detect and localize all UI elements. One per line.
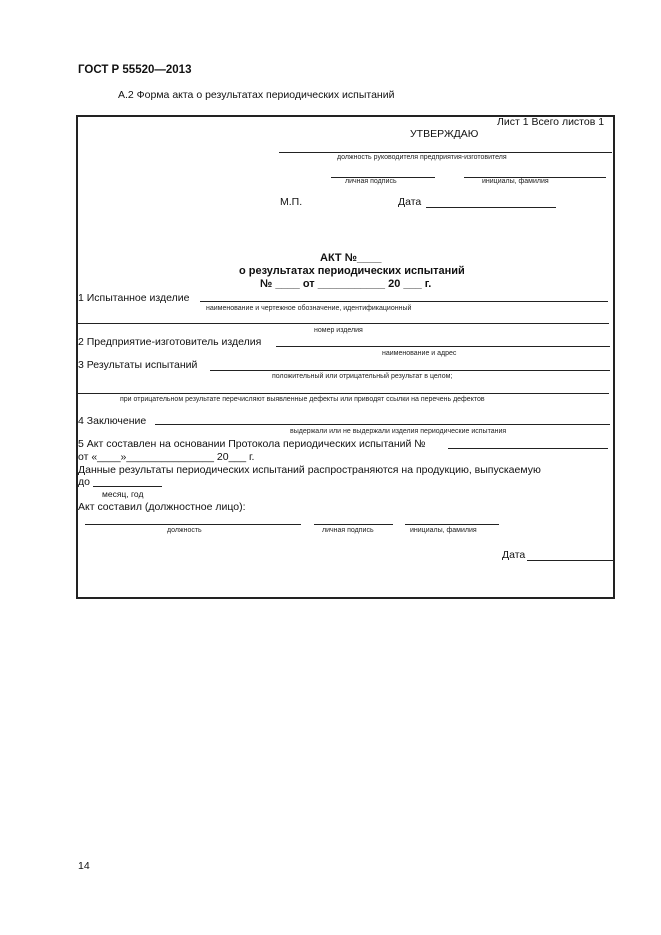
month-year-hint: месяц, год: [102, 489, 144, 499]
item3-hint-2: при отрицательном результате перечисляют выявленные дефекты или приводят ссылки на перечень дефектов: [120, 396, 485, 403]
item3-field[interactable]: [210, 370, 610, 371]
until-label: до: [78, 476, 90, 488]
item4-hint: выдержали или не выдержали изделия периодические испытания: [290, 428, 507, 435]
item3-label: 3 Результаты испытаний: [78, 359, 198, 371]
item1-hint: наименование и чертежное обозначение, идентификационный: [206, 305, 412, 312]
hint-initials: инициалы, фамилия: [482, 178, 549, 185]
act-number-line: № ____ от ___________ 20 ___ г.: [260, 278, 432, 290]
section-title: А.2 Форма акта о результатах периодических испытаний: [118, 89, 395, 101]
compiler-position-field[interactable]: [85, 524, 301, 525]
item1-hint-2: номер изделия: [314, 327, 363, 334]
item5-label: 5 Акт составлен на основании Протокола периодических испытаний №: [78, 438, 426, 450]
stamp-label: М.П.: [280, 196, 303, 208]
item2-field[interactable]: [276, 346, 610, 347]
item4-field[interactable]: [155, 424, 610, 425]
item1-label: 1 Испытанное изделие: [78, 292, 190, 304]
protocol-number-field[interactable]: [448, 448, 608, 449]
item2-label: 2 Предприятие-изготовитель изделия: [78, 336, 262, 348]
item3-field-2[interactable]: [78, 393, 609, 394]
compiler-signature-field[interactable]: [314, 524, 393, 525]
hint-initials-2: инициалы, фамилия: [410, 527, 477, 534]
date-label: Дата: [398, 196, 422, 208]
compiler-initials-field[interactable]: [405, 524, 499, 525]
act-subtitle: о результатах периодических испытаний: [239, 265, 465, 277]
item3-hint: положительный или отрицательный результат в целом;: [272, 373, 453, 380]
hint-position: должность: [167, 527, 202, 534]
standard-code: ГОСТ Р 55520—2013: [78, 64, 192, 76]
approve-label: УТВЕРЖДАЮ: [410, 128, 479, 140]
compiler-date-field[interactable]: [527, 560, 614, 561]
compiled-by-label: Акт составил (должностное лицо):: [78, 501, 246, 513]
item4-label: 4 Заключение: [78, 415, 147, 427]
item1-field[interactable]: [200, 301, 608, 302]
item1-field-2[interactable]: [78, 323, 609, 324]
hint-head-position: должность руководителя предприятия-изготовителя: [337, 154, 507, 161]
page-number: 14: [78, 860, 90, 872]
act-title: АКТ №____: [320, 252, 382, 264]
hint-signature-2: личная подпись: [322, 527, 374, 534]
item2-hint: наименование и адрес: [382, 350, 457, 357]
head-position-field[interactable]: [279, 152, 612, 153]
distribution-text: Данные результаты периодических испытаний распространяются на продукцию, выпускаемую: [78, 464, 541, 476]
approval-date-field[interactable]: [426, 207, 556, 208]
until-date-field[interactable]: [93, 486, 162, 487]
item5-date-line: от «____»_______________ 20___ г.: [78, 451, 255, 463]
hint-signature: личная подпись: [345, 178, 397, 185]
date-label-2: Дата: [502, 549, 526, 561]
sheet-info: Лист 1 Всего листов 1: [497, 116, 605, 128]
